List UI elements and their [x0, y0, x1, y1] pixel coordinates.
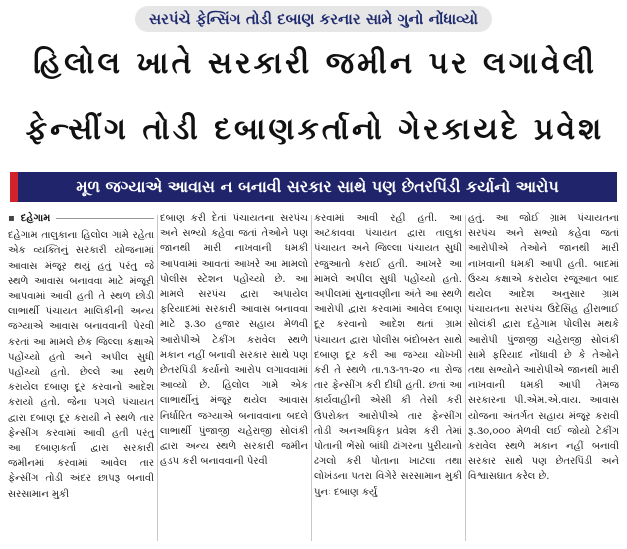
article-text-3: કરવામાં આવી રહી હતી. આ અટકાવવા પંચાયત દ્વારા તાલુકા પંચાયત અને જિલ્લા પંચાયત સુધી રજુઆતો કરાઈ હતી. આખરે આ મામલે અપીલ સુધી પહોંચ્યો હતો. અપીલમાં સુનાવણીના અંતે આ સ્થળે આરોપી દ્વારા કરવામાં આવેલ દબાણ દૂર કરવાનો આદેશ થતાં ગ્રામ પંચાયત દ્વારા પોલીસ બંદોબસ્ત સાથે દબાણ દૂર કરી આ જગ્યા ચોખ્ખી કરી તે સ્થળે તા.૧૩-૧૧-૨૦ ના રોજ તાર ફેન્સીંગ કરી દીધી હતી. છતાં આ કાર્યવાહીની એસી કી તેસી કરી ઉપરોક્ત આરોપીએ તાર ફેન્સીંગ તોડી અનઅધિકૃત પ્રવેશ કરી તેમાં પોતાની ભેંસો બાંધી ઢાંગરના પુરીયાનો ઢગલો કરી પોતાના ખાટલા તથા લોખંડના પતરા વિગેરે સરસામાન મુકી પુનઃ દબાણ કર્યું	[314, 213, 462, 498]
article-column-1	[8, 211, 154, 545]
dateline-rule	[56, 218, 154, 219]
article-text-1: દહેગામ તાલુકાના હિલોલ ગામે રહેતા એક વ્યક્તિનું સરકારી યોજનામાં આવાસ મંજૂર થયું હતું પરંતુ જે સ્થળે આવાસ બનાવવા માટે મંજૂરી આપવામાં આવી હતી તે સ્થળ છોડી લાભાર્થી પંચાયત માલિકીની અન્ય જગ્યાએ આવાસ બનાવવાની પેરવી કરતાં આ મામલે છેક જિલ્લા કક્ષાએ પહોંચ્યો હતો અને અપીલ સુધી પહોંચ્યો હતો. છેલ્લે આ સ્થળે કરાયેલ દબાણ દૂર કરવાનો આદેશ કરાયો હતો. જેના પગલે પંચાયત દ્વારા દબાણ દૂર કરાયી ને સ્થળે તાર ફેન્સીંગ કરવામાં આવી હતી પરંતુ આ દબાણકર્તા દ્વારા સરકારી જમીનમાં કરવામાં આવેલ તાર ફેન્સીંગ તોડી અંદર છાપરૂ બનાવી સરસામાન મુકી	[8, 230, 154, 500]
column-divider	[157, 215, 158, 541]
article-column-3	[314, 211, 462, 545]
subheadline: મૂળ જગ્યાએ આવાસ ન બનાવી સરકાર સાથે પણ છેતરપિંડી કર્યાનો આરોપ	[76, 177, 559, 196]
column-divider	[465, 215, 466, 541]
headline-line-2: ફેન્સીંગ તોડી દબાણકર્તાનો ગેરકાયદે પ્રવેશ	[25, 112, 605, 147]
dateline-marker: ▪	[8, 213, 15, 224]
kicker: સરપંચે ફેન્સિંગ તોડી દબાણ કરનાર સામે ગુનો નોંધાવ્યો	[135, 6, 492, 32]
article-text-4: હતું. આ જોઈ ગ્રામ પંચાયતના સરપંચ અને સભ્યો કહેવા જતાં આરોપીએ તેઓને જાનથી મારી નાખવાની ધમકી આપી હતી. બાદમાં ઉચ્ચ કક્ષાએ કરાયેલ રજૂઆત બાદ થયેલ આદેશ અનુસાર ગ્રામ પંચાયતના સરપંચ ઉદેસિંહ હીરાભાઈ સોલંકી દ્વારા દહેગામ પોલીસ મથકે આરોપી પુંજાજી ચહેરાજી સોલંકી સામે ફરિયાદ નોંધાવી છે કે તેઓને તથા સભ્યોને આરોપીએ જાનથી મારી નાખવાની ધમકી આપી તેમજ સરકારના પી.એમ.એ.વાય. આવાસ યોજના અંતર્ગત સહાય મંજૂર કરાવી રૂ.૩૦,૦૦૦ મેળવી લઈ જોયો ટેકીંગ કરાવેલ સ્થળે મકાન નહીં બનાવી સરકાર સાથે પણ છેતરપિંડી અને વિશ્વાસઘાત કરેલ છે.	[468, 213, 619, 483]
article-text-2: દબાણ કરી દેતાં પંચાયતના સરપંચ અને સભ્યો કહેવા જતાં તેઓને પણ જાનથી મારી નાખવાની ધમકી આપવામાં આવતાં આખરે આ મામલો પોલીસ સ્ટેશન પહોંચ્યો છે. આ મામલે સરપંચ દ્વારા અપાયેલ ફરિયાદમાં સરકારી આવાસ બનાવવા માટે રૂ.૩૦ હજાર સહાય મેળવી આરોપીએ ટેકીંગ કરાવેલ સ્થળે મકાન નહીં બનાવી સરકાર સાથે પણ છેતરપિંડી કર્યાનો આરોપ લગાવવામાં આવ્યો છે. હિલોલ ગામે એક લાભાર્થીનું મંજૂર થયેલ આવાસ નિર્ધારિત જગ્યાએ બનાવવાના બદલે લાભાર્થી પુંજાજી ચહેરાજી સોલંકી દ્વારા અન્ય સ્થળે સરકારી જમીન હડપ કરી બનાવવાની પેરવી	[160, 213, 308, 468]
article-body	[8, 211, 619, 545]
column-divider	[311, 215, 312, 541]
dateline	[8, 211, 154, 226]
headline-line-1: હિલોલ ખાતે સરકારી જમીન પર લગાવેલી	[33, 46, 597, 81]
article-column-4	[468, 211, 619, 545]
dateline-label: દહેગામ	[20, 213, 51, 224]
subheadline-bar	[10, 172, 617, 202]
kicker-wrap	[0, 6, 627, 32]
article-column-2	[160, 211, 308, 545]
